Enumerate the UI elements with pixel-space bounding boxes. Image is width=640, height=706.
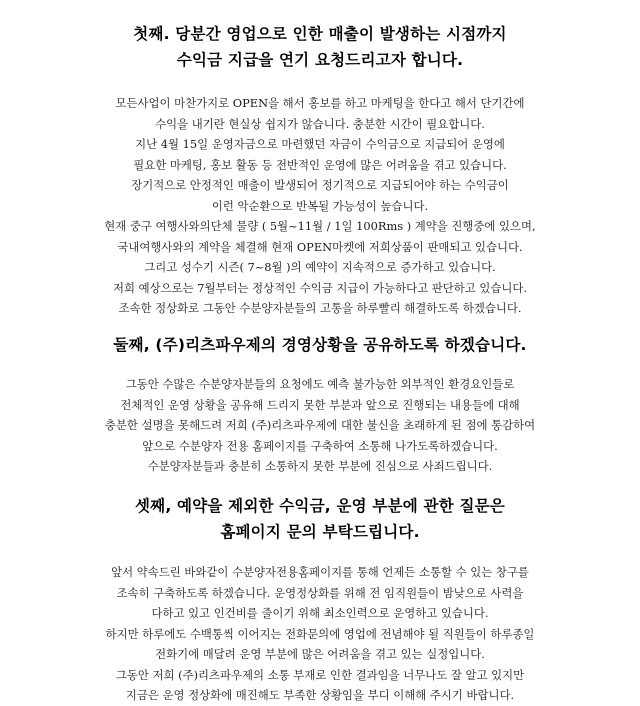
body-line: 하지만 하루에도 수백통씩 이어지는 전화문의에 영업에 전념해야 될 직원들이 하루종일 (105, 626, 535, 641)
body-line: 충분한 설명을 못해드려 저희 (주)리츠파우제에 대한 불신을 초래하게 된 점에 통감하여 (104, 418, 536, 432)
body-line: 모든사업이 마찬가지로 OPEN을 해서 홍보를 하고 마케팅을 한다고 해서 단기간에 (115, 96, 525, 110)
section-2-body (0, 374, 640, 477)
section-3-heading (0, 493, 640, 545)
body-line: 국내여행사와의 계약을 체결해 현재 OPEN마켓에 저희상품이 판매되고 있습니다. (117, 239, 523, 254)
section-3-heading-line: 셋째, 예약을 제외한 수익금, 운영 부분에 관한 질문은 (135, 497, 505, 515)
section-1-heading-line: 첫째. 당분간 영업으로 인한 매출이 발생하는 시점까지 (133, 25, 507, 43)
body-line: 조속한 정상화로 그동안 수분양자분들의 고통을 하루빨리 해결하도록 하겠습니다. (118, 301, 522, 315)
body-line: 이런 악순환으로 반복될 가능성이 높습니다. (211, 198, 429, 213)
body-line: 전화기에 매달려 운영 부분에 많은 어려움을 겪고 있는 실정입니다. (155, 647, 485, 661)
body-line: 수분양자분들과 충분히 소통하지 못한 부분에 진심으로 사죄드립니다. (147, 459, 493, 473)
body-line: 지금은 운영 정상화에 매진해도 부족한 상황임을 부디 이해해 주시기 바랍니다. (125, 688, 515, 702)
body-line: 필요한 마케팅, 홍보 활동 등 전반적인 운영에 많은 어려움을 겪고 있습니다. (133, 157, 507, 172)
body-line: 조속히 구축하도록 하겠습니다. 운영정상화를 위해 전 임직원들이 밤낮으로 사력을 (116, 585, 524, 600)
body-line: 그리고 성수기 시즌( 7~8월 )의 예약이 지속적으로 증가하고 있습니다. (144, 260, 496, 274)
section-2-heading (0, 332, 640, 358)
section-1-heading-line: 수익금 지급을 연기 요청드리고자 합니다. (176, 51, 464, 69)
body-line: 현재 중구 여행사와의단체 물량 ( 5월~11월 / 1일 100Rms ) 계약을 진행중에 있으며, (104, 219, 536, 233)
body-line: 그동안 저희 (주)리츠파우제의 소통 부재로 인한 결과임을 너무나도 잘 알고 있지만 (115, 667, 525, 682)
section-3-heading-line: 홈페이지 문의 부탁드립니다. (220, 523, 420, 541)
body-line: 앞서 약속드린 바와같이 수분양자전용홈페이지를 통해 언제든 소통할 수 있는 창구를 (111, 565, 529, 579)
section-2-heading-line: 둘째, (주)리츠파우제의 경영상황을 공유하도록 하겠습니다. (113, 336, 527, 354)
body-line: 다하고 있고 인건비를 줄이기 위해 최소인력으로 운영하고 있습니다. (151, 606, 489, 620)
body-line: 저희 예상으로는 7월부터는 정상적인 수익금 지급이 가능하다고 판단하고 있습니다. (113, 280, 527, 295)
body-line: 앞으로 수분양자 전용 홈페이지를 구축하여 소통해 나가도록하겠습니다. (142, 438, 498, 453)
section-1-heading (0, 21, 640, 73)
body-line: 그동안 수많은 수분양자분들의 요청에도 예측 불가능한 외부적인 환경요인들로 (125, 377, 515, 391)
body-line: 전체적인 운영 상황을 공유해 드리지 못한 부분과 앞으로 진행되는 내용들에 대해 (120, 397, 520, 412)
body-line: 수익을 내기란 현실상 쉽지가 않습니다. 충분한 시간이 필요합니다. (155, 116, 485, 131)
section-1-body (0, 93, 640, 319)
body-line: 장기적으로 안정적인 매출이 발생되어 정기적으로 지급되어야 하는 수익금이 (131, 178, 509, 192)
body-line: 지난 4월 15일 운영자금으로 마련했던 자금이 수익금으로 지급되어 운영에 (135, 137, 505, 151)
section-3-body (0, 562, 640, 706)
